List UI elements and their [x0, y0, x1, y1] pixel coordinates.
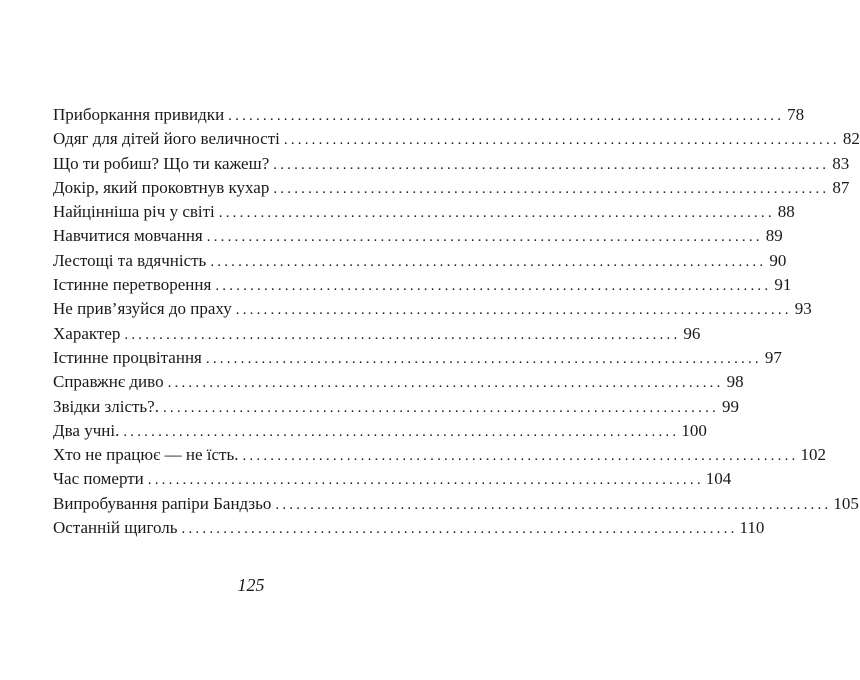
- toc-entry: [53, 200, 795, 224]
- toc-entry-title: Час померти: [53, 469, 144, 489]
- toc-entry-page: 97: [764, 347, 782, 367]
- toc-entry: [53, 273, 792, 297]
- toc-entry: [53, 297, 812, 321]
- dot-leader: ................................................................................: [215, 278, 772, 295]
- toc-entry: [53, 224, 783, 248]
- dot-leader: ................................................................................: [181, 521, 738, 538]
- toc-entry: [53, 467, 732, 491]
- toc-entry-page: 100: [681, 420, 707, 440]
- toc-entry-title: Найцінніша річ у світі: [53, 202, 215, 222]
- toc-entry-title: Навчитися мовчання: [53, 226, 203, 246]
- toc-entry-page: 110: [739, 518, 765, 538]
- toc-entry-page: 87: [832, 177, 850, 197]
- dot-leader: ................................................................................: [162, 399, 719, 416]
- toc-entry-title: Характер: [53, 323, 121, 343]
- toc-entry-title: Приборкання привидки: [53, 105, 225, 124]
- dot-leader: ................................................................................: [167, 375, 724, 392]
- toc-entry-title: Лестощі та вдячність: [53, 250, 207, 270]
- toc-entry: [53, 492, 859, 516]
- toc-entry: [53, 127, 860, 151]
- toc-entry-title: Одяг для дітей його величності: [53, 129, 280, 149]
- toc-entry-page: 89: [765, 226, 783, 246]
- toc-entry-page: 93: [794, 299, 812, 319]
- dot-leader: ................................................................................: [206, 229, 763, 246]
- toc-entry-page: 78: [787, 105, 805, 124]
- toc-entry-page: 82: [842, 129, 860, 149]
- toc-entry: [53, 395, 739, 419]
- toc-entry-title: Докір, який проковтнув кухар: [53, 177, 270, 197]
- toc-entry-title: Не прив’язуйся до праху: [53, 299, 232, 319]
- dot-leader: ................................................................................: [228, 108, 785, 124]
- dot-leader: ................................................................................: [218, 205, 775, 222]
- toc-entry-title: Хто не працює — не їсть.: [53, 445, 239, 465]
- toc-entry: [53, 516, 765, 540]
- toc-entry-page: 96: [683, 323, 701, 343]
- toc-entry: [53, 152, 850, 176]
- dot-leader: ................................................................................: [242, 448, 799, 465]
- toc-entry-title: Істинне перетворення: [53, 275, 212, 295]
- dot-leader: ................................................................................: [273, 180, 830, 197]
- toc-entry: [53, 176, 850, 200]
- dot-leader: ................................................................................: [124, 326, 681, 343]
- toc-entry: [53, 249, 787, 273]
- dot-leader: ................................................................................: [273, 156, 830, 173]
- toc-entry-title: Звідки злість?.: [53, 396, 159, 416]
- toc-entry-title: Істинне процвітання: [53, 347, 202, 367]
- dot-leader: ................................................................................: [147, 472, 704, 489]
- toc-entry-page: 90: [769, 250, 787, 270]
- toc-entry-title: Останній щиголь: [53, 518, 178, 538]
- toc-entry: [53, 370, 744, 394]
- table-of-contents: [53, 103, 860, 540]
- page-number: 125: [237, 575, 265, 595]
- dot-leader: ................................................................................: [235, 302, 792, 319]
- toc-entry-page: 105: [833, 493, 859, 513]
- dot-leader: ................................................................................: [210, 253, 767, 270]
- toc-entry-title: Випробування рапіри Бандзьо: [53, 493, 272, 513]
- toc-entry-page: 91: [774, 275, 792, 295]
- dot-leader: ................................................................................: [283, 132, 840, 149]
- toc-entry-page: 99: [721, 396, 739, 416]
- dot-leader: ................................................................................: [205, 350, 762, 367]
- toc-entry-title: Справжнє диво: [53, 372, 164, 392]
- toc-entry: [53, 419, 707, 443]
- toc-entry: [53, 103, 805, 127]
- toc-entry-page: 88: [777, 202, 795, 222]
- toc-entry: [53, 443, 826, 467]
- toc-entry-page: 104: [705, 469, 732, 489]
- toc-entry-page: 83: [832, 153, 850, 173]
- dot-leader: ................................................................................: [123, 423, 680, 440]
- toc-entry-title: Що ти робиш? Що ти кажеш?: [53, 153, 270, 173]
- toc-entry-page: 102: [800, 445, 826, 465]
- toc-entry-title: Два учні.: [53, 420, 120, 440]
- toc-entry-page: 98: [726, 372, 744, 392]
- toc-entry: [53, 346, 782, 370]
- dot-leader: ................................................................................: [275, 496, 832, 513]
- toc-entry: [53, 322, 701, 346]
